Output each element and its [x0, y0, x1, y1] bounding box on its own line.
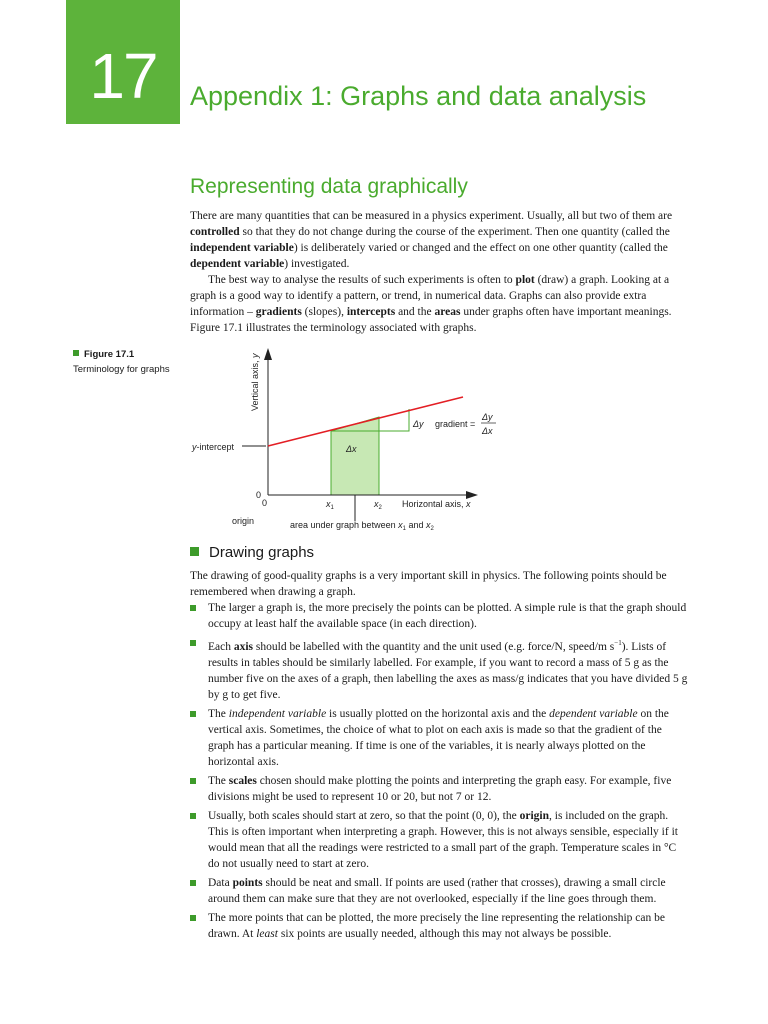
figure-label: Figure 17.1 [84, 349, 135, 360]
chapter-number-box [66, 0, 180, 124]
intro-paragraph-1: There are many quantities that can be measured in a physics experiment. Usually, all but two of them are controlled so that they do not change during the course of the experiment. Then one quantity (called the independent variable) is deliberately varied or changed and the effect on one other quantity (called the dependent variable) investigated. [190, 210, 673, 270]
drawing-intro: The drawing of good-quality graphs is a very important skill in physics. The following points should be remembered when drawing a graph. [190, 570, 667, 598]
section-title: Representing data graphically [190, 175, 468, 198]
zero-y-label: 0 [256, 490, 262, 500]
x1-label: $x_1$ [326, 499, 334, 511]
zero-x-label: 0 [262, 498, 268, 508]
terminology-figure [180, 338, 520, 538]
gradient-denominator: Δx [482, 426, 493, 436]
list-item: Each axis should be labelled with the quantity and the unit used (e.g. force/N, speed/m $s^{-1}$). Lists of results in tables should be similarly labelled. For example, if you want to record a mass of 5 g as the number five on the axes of a graph, then labelling the axes as mass/g indicates that you have divided 5 g by g to get five. [190, 635, 690, 703]
y-intercept-label: y-intercept [192, 442, 235, 452]
vertical-axis-label: Vertical axis, y [250, 353, 260, 411]
intro-paragraph-2: The best way to analyse the results of such experiments is often to plot (draw) a graph. Looking at a graph is a good way to identify a pattern, or trend, in numerical data. Graphs can also provide extra information – gradients (slopes), intercepts and the areas under graphs often have important meanings. Figure 17.1 illustrates the terminology associated with graphs. [190, 274, 672, 334]
list-item: The independent variable is usually plotted on the horizontal axis and the dependent variable on the vertical axis. Sometimes, the choice of what to plot on each axis is made so that the gradient of the graph has a particular meaning. If time is one of the variables, it is nearly always plotted on the horizontal axis. [190, 706, 690, 770]
x2-label: $x_2$ [374, 499, 382, 511]
list-item: The scales chosen should make plotting the points and interpreting the graph easy. For example, five divisions might be used to represent 10 or 20, but not 7 or 12. [190, 773, 690, 805]
list-item: Usually, both scales should start at zero, so that the point (0, 0), the origin, is included on the graph. This is often important when interpreting a graph. However, this is not always sensible, especially if it would mean that all the readings were restricted to a small part of the graph. Temperature scales in °C do not usually need to start at zero. [190, 808, 690, 872]
list-item: Data points should be neat and small. If points are used (rather that crosses), drawing a small circle around them can make sure that they are not overlooked, especially if the line goes through them. [190, 875, 690, 907]
drawing-bullet-list [190, 600, 690, 945]
heading-bullet [190, 547, 199, 556]
area-label: area under graph between $x_1$ and $x_2$ [290, 520, 434, 532]
caption-bullet [73, 350, 79, 356]
gradient-label: gradient = [435, 419, 476, 429]
horizontal-axis-arrow [466, 491, 478, 499]
origin-label: origin [232, 516, 255, 526]
list-item: The more points that can be plotted, the more precisely the line representing the relationship can be drawn. At least six points are usually needed, although this may not always be possible. [190, 910, 690, 942]
figure-caption-text: Terminology for graphs [73, 364, 170, 375]
chapter-number: 17 [89, 40, 157, 112]
figure-caption [73, 347, 170, 377]
delta-x-label: Δx [346, 444, 357, 454]
delta-y-label: Δy [413, 419, 424, 429]
chapter-title: Appendix 1: Graphs and data analysis [190, 81, 647, 111]
gradient-numerator: Δy [482, 412, 493, 422]
drawing-graphs-heading: Drawing graphs [190, 542, 314, 564]
list-item: The larger a graph is, the more precisely the points can be plotted. A simple rule is that the graph should occupy at least half the available space (in each direction). [190, 600, 690, 632]
horizontal-axis-label: Horizontal axis, x [402, 499, 471, 509]
vertical-axis-arrow [264, 348, 272, 360]
